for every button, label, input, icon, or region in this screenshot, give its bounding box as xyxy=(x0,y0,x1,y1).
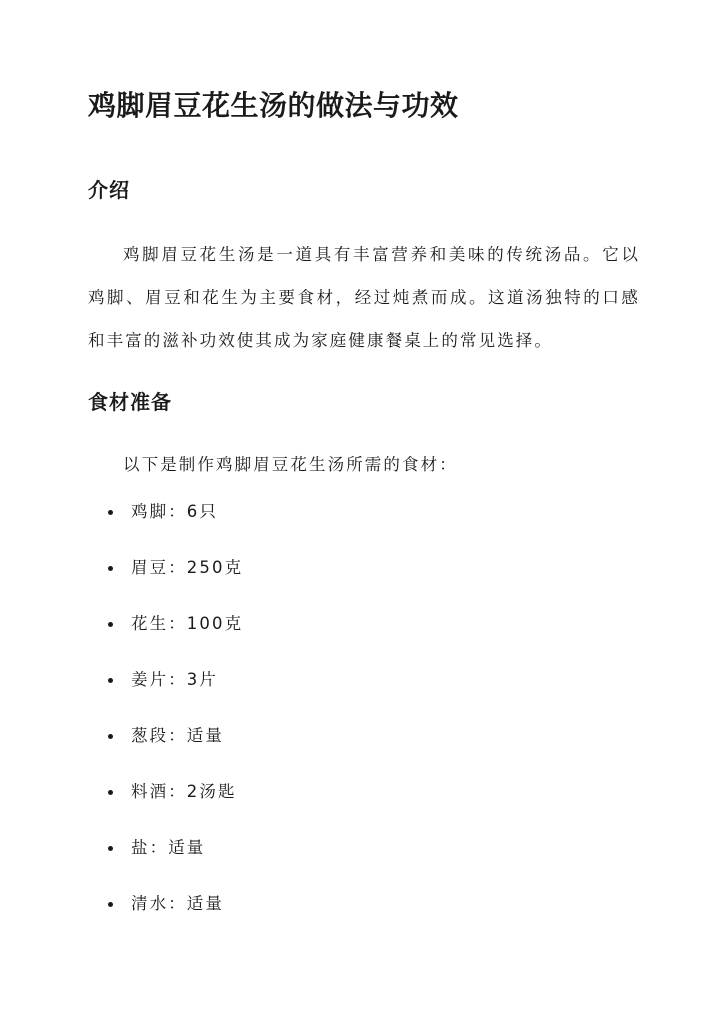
bullet-icon xyxy=(108,790,113,795)
bullet-icon xyxy=(108,678,113,683)
bullet-icon xyxy=(108,622,113,627)
document-title: 鸡脚眉豆花生汤的做法与功效 xyxy=(88,89,459,122)
section-heading-intro: 介绍 xyxy=(88,178,130,202)
bullet-icon xyxy=(108,566,113,571)
ingredient-text: 鸡脚：6只 xyxy=(131,502,218,521)
ingredient-text: 姜片：3片 xyxy=(131,670,218,689)
ingredient-text: 盐：适量 xyxy=(131,838,206,857)
ingredient-text: 清水：适量 xyxy=(131,894,224,913)
intro-paragraph: 鸡脚眉豆花生汤是一道具有丰富营养和美味的传统汤品。它以鸡脚、眉豆和花生为主要食材，经过炖煮而成。这道汤独特的口感和丰富的滋补功效使其成为家庭健康餐桌上的常见选择。 xyxy=(88,245,640,350)
ingredients-lead-paragraph: 以下是制作鸡脚眉豆花生汤所需的食材： xyxy=(123,455,458,474)
ingredient-text: 眉豆：250克 xyxy=(131,558,244,577)
ingredient-text: 花生：100克 xyxy=(131,614,244,633)
bullet-icon xyxy=(108,902,113,907)
ingredient-text: 料酒：2汤匙 xyxy=(131,782,237,801)
section-heading-ingredients: 食材准备 xyxy=(88,390,172,414)
bullet-icon xyxy=(108,510,113,515)
ingredient-text: 葱段：适量 xyxy=(131,726,224,745)
bullet-icon xyxy=(108,734,113,739)
bullet-icon xyxy=(108,846,113,851)
